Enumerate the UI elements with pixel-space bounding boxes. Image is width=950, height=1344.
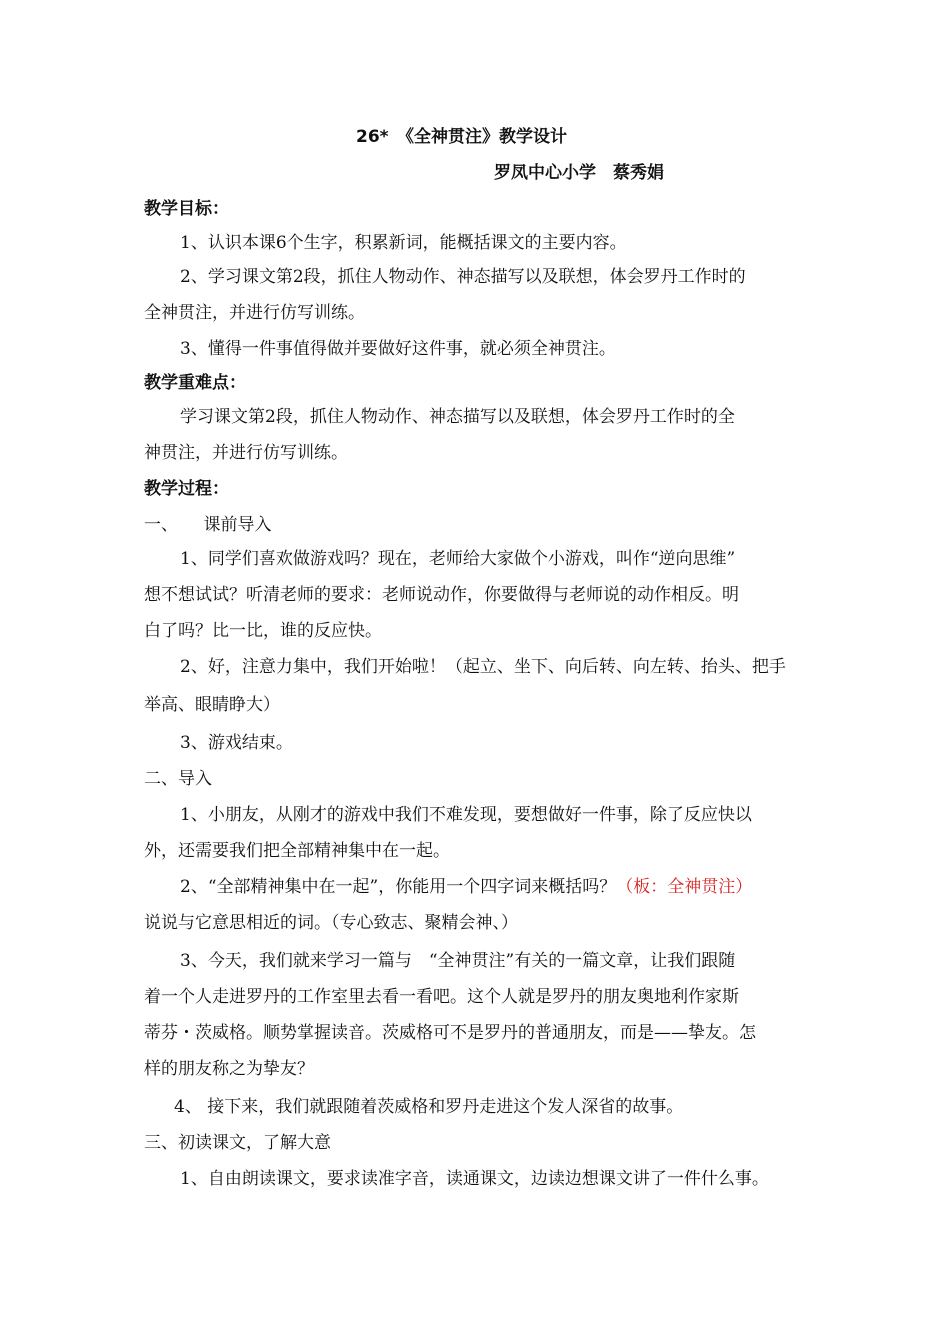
heading-process: 教学过程： [144,479,229,499]
section-1-item-3: 3、游戏结束。 [180,733,293,753]
section-3-heading: 三、初读课文，了解大意 [144,1133,331,1153]
heading-teaching-goals: 教学目标： [144,199,229,219]
section-2-item-3-line-2: 着一个人走进罗丹的工作室里去看一看吧。这个人就是罗丹的朋友奥地利作家斯 [144,987,739,1007]
section-2-item-3-line-4: 样的朋友称之为挚友？ [144,1059,314,1079]
section-2-item-1-line-2: 外，还需要我们把全部精神集中在一起。 [144,841,450,861]
section-3-item-1: 1、自由朗读课文，要求读准字音，读通课文，边读边想课文讲了一件什么事。 [180,1169,769,1189]
section-2-item-2-line-2: 说说与它意思相近的词。（专心致志、聚精会神、） [144,913,518,933]
section-2-item-1-line-1: 1、小朋友，从刚才的游戏中我们不难发现，要想做好一件事，除了反应快以 [180,805,752,825]
section-1-heading: 一、 课前导入 [144,515,272,535]
author-line: 罗凤中心小学 蔡秀娟 [494,163,664,183]
key-line-2: 神贯注，并进行仿写训练。 [144,443,348,463]
key-line-1: 学习课文第2段，抓住人物动作、神态描写以及联想，体会罗丹工作时的全 [180,407,735,427]
section-2-item-3-line-3: 蒂芬・茨威格。顺势掌握读音。茨威格可不是罗丹的普通朋友，而是——挚友。怎 [144,1023,756,1043]
goal-2-line-1: 2、学习课文第2段，抓住人物动作、神态描写以及联想，体会罗丹工作时的 [180,267,746,287]
section-1-item-1-line-2: 想不想试试？听清老师的要求：老师说动作，你要做得与老师说的动作相反。明 [144,585,739,605]
goal-2-line-2: 全神贯注，并进行仿写训练。 [144,303,365,323]
board-note: （板：全神贯注） [616,877,753,897]
section-1-item-2-line-2: 举高、眼睛睁大） [144,695,280,715]
section-1-item-1-line-3: 白了吗？比一比，谁的反应快。 [144,621,382,641]
goal-3: 3、懂得一件事值得做并要做好这件事，就必须全神贯注。 [180,339,616,359]
section-2-item-2-text: 2、“全部精神集中在一起”，你能用一个四字词来概括吗？ [180,877,617,897]
document-title: 26* 《全神贯注》教学设计 [356,127,568,147]
section-1-item-2-line-1: 2、好，注意力集中，我们开始啦！（起立、坐下、向后转、向左转、抬头、把手 [180,657,786,677]
section-2-item-2-line-1 [180,876,752,898]
section-2-heading: 二、导入 [144,769,212,789]
heading-key-points: 教学重难点： [144,373,246,393]
section-1-item-1-line-1: 1、同学们喜欢做游戏吗？现在，老师给大家做个小游戏，叫作“逆向思维” [180,549,736,569]
section-2-item-3-line-1: 3、今天，我们就来学习一篇与 “全神贯注”有关的一篇文章，让我们跟随 [180,951,736,971]
section-2-item-4: 4、 接下来，我们就跟随着茨威格和罗丹走进这个发人深省的故事。 [174,1097,684,1117]
goal-1: 1、认识本课6个生字，积累新词，能概括课文的主要内容。 [180,233,627,253]
